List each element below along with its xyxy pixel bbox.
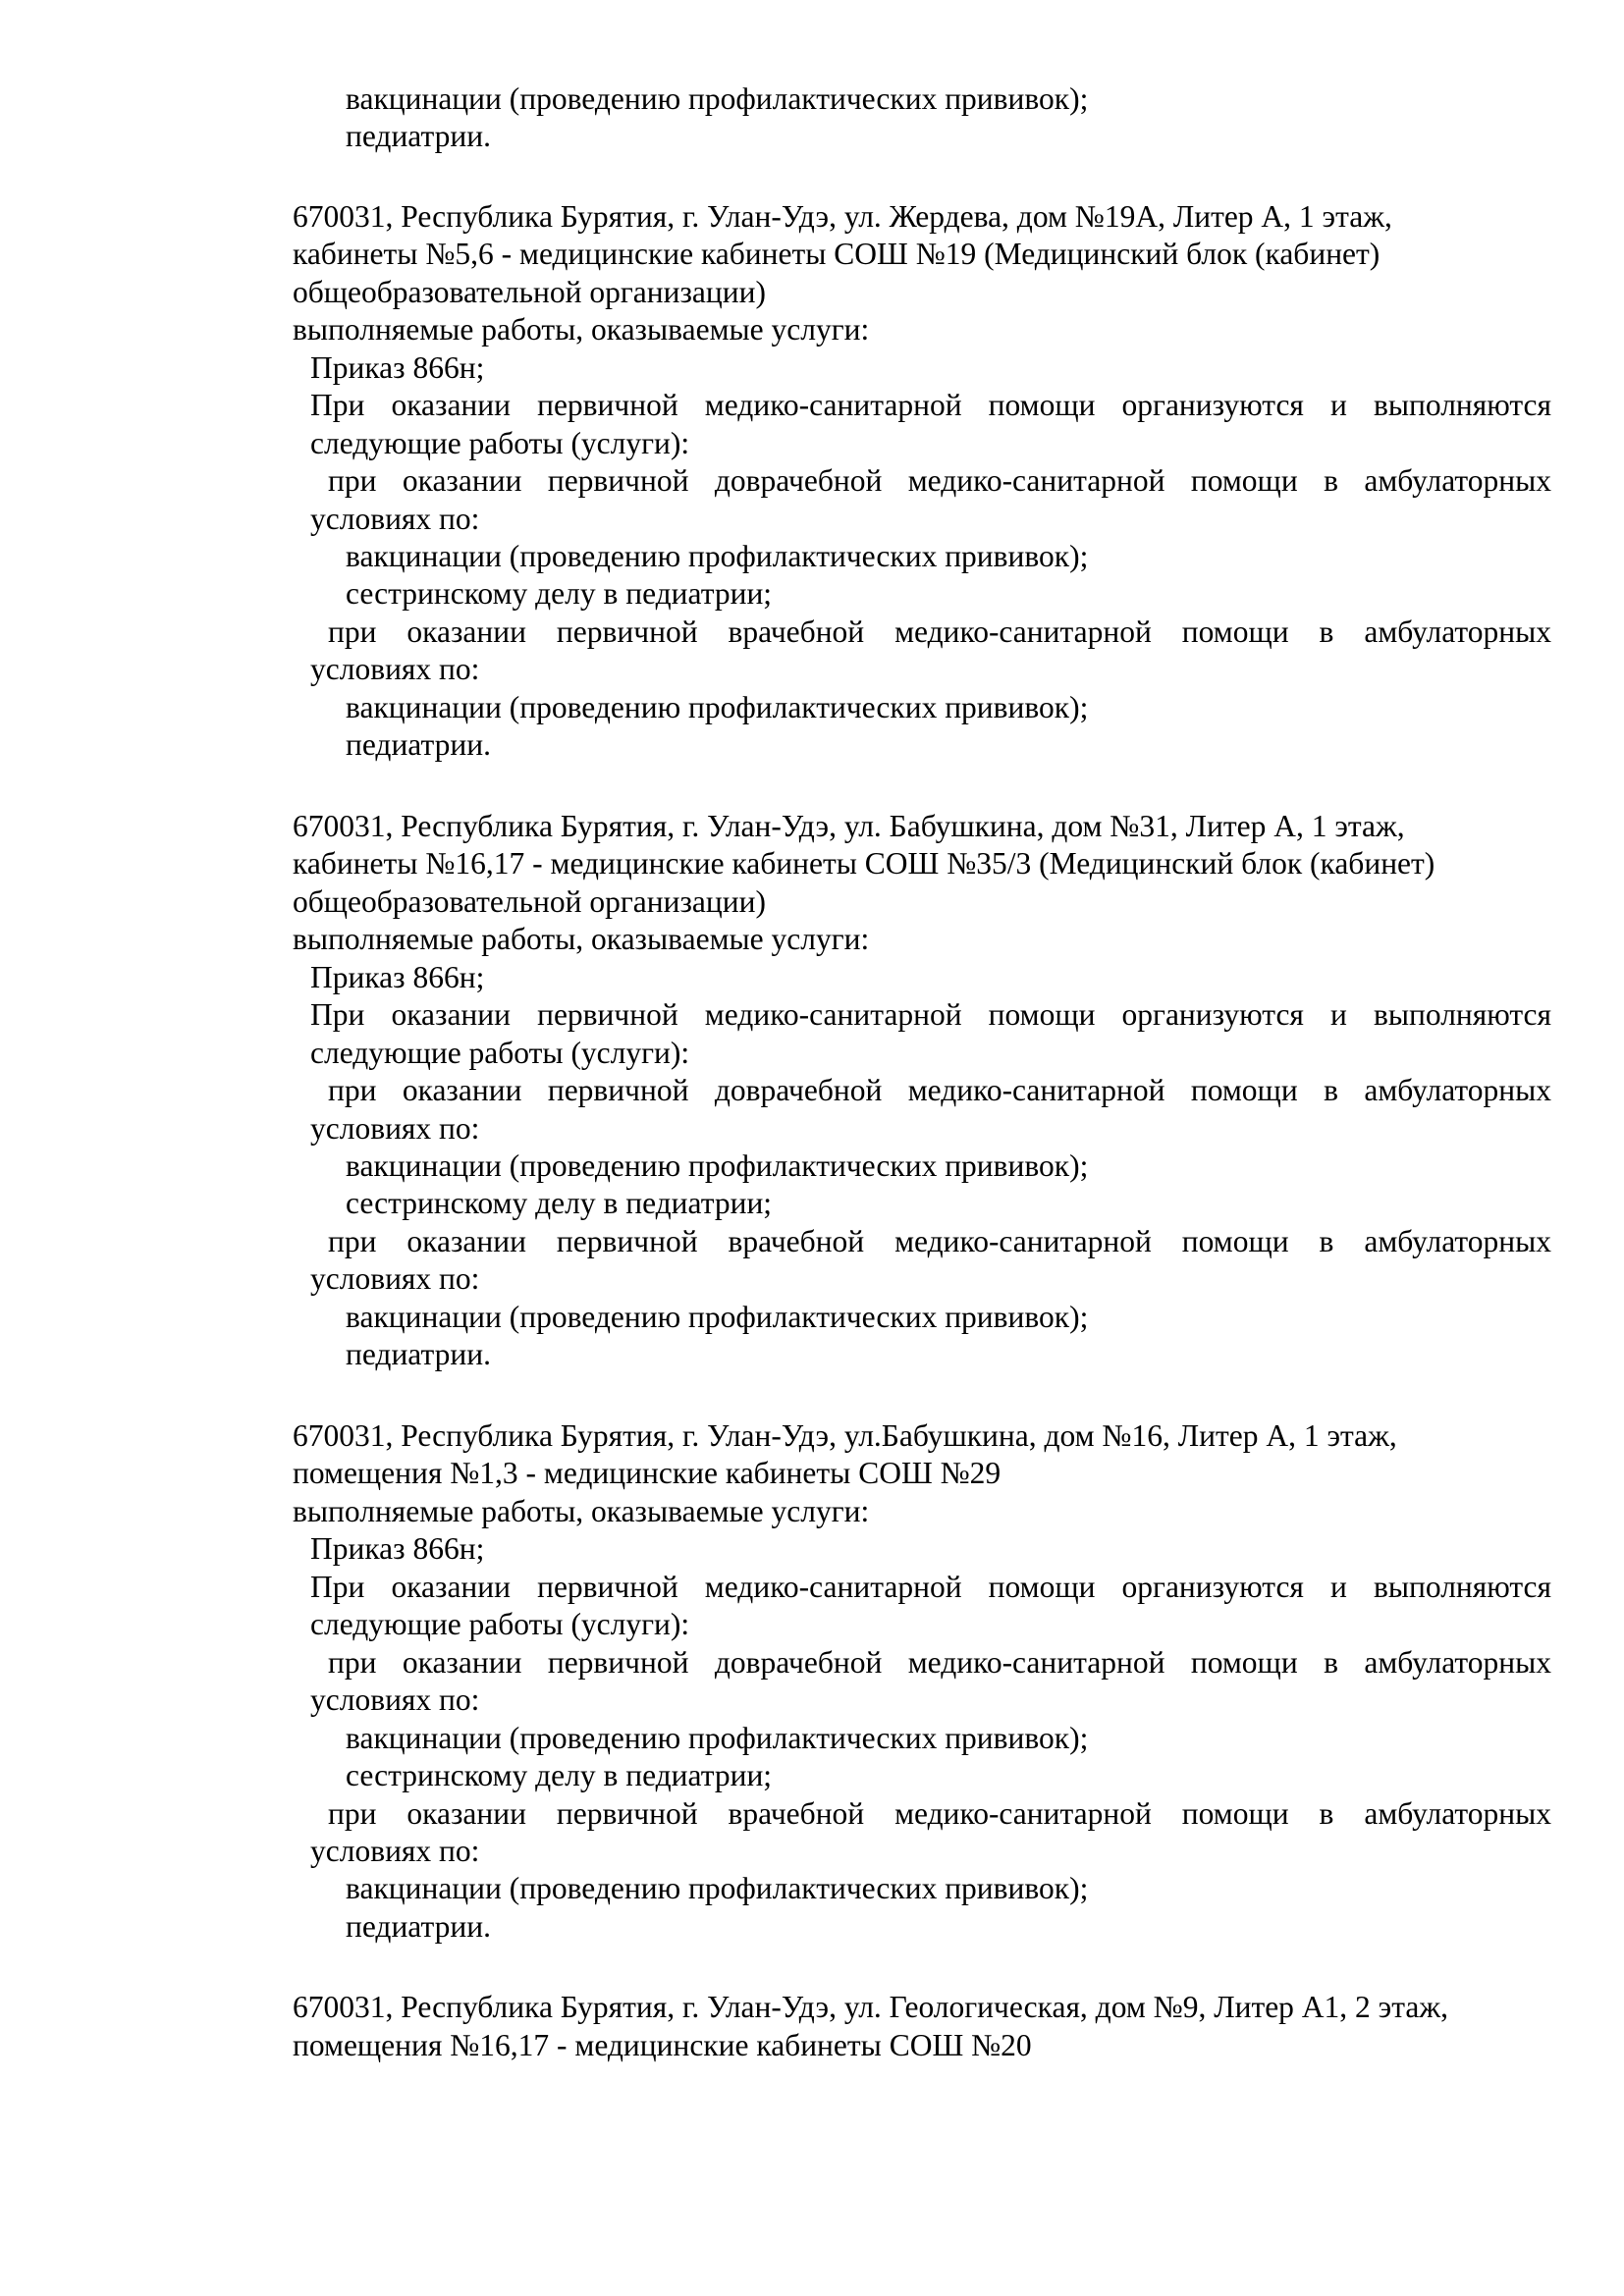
conditions-by: условиях по: [310, 652, 480, 686]
primary-intro-cont: следующие работы (услуги): [310, 1607, 690, 1641]
nursing-item: сестринскому делу в педиатрии; [346, 1186, 773, 1220]
vaccination-item: вакцинации (проведению профилактических прививок); [346, 1148, 1089, 1183]
address-line: общеобразовательной организации) [293, 884, 766, 919]
address-line: помещения №1,3 - медицинские кабинеты СОШ №29 [293, 1456, 1001, 1490]
works-heading: выполняемые работы, оказываемые услуги: [293, 312, 870, 347]
address-line: кабинеты №16,17 - медицинские кабинеты СОШ №35/3 (Медицинский блок (кабинет) [293, 846, 1435, 881]
primary-intro: При оказании первичной медико-санитарной помощи организуются и выполняются [310, 388, 1551, 422]
primary-intro-cont: следующие работы (услуги): [310, 1036, 690, 1070]
address-line: 670031, Республика Бурятия, г. Улан-Удэ, ул. Жердева, дом №19А, Литер А, 1 этаж, [293, 199, 1392, 234]
vaccination-item: вакцинации (проведению профилактических прививок); [346, 1871, 1089, 1905]
doctor-care-intro: при оказании первичной врачебной медико-санитарной помощи в амбулаторных [328, 614, 1551, 649]
prehospital-care-intro: при оказании первичной доврачебной медико-санитарной помощи в амбулаторных [328, 463, 1551, 498]
vaccination-item: вакцинации (проведению профилактических прививок); [346, 539, 1089, 573]
prehospital-care-intro: при оказании первичной доврачебной медико-санитарной помощи в амбулаторных [328, 1073, 1551, 1107]
prehospital-care-intro: при оказании первичной доврачебной медико-санитарной помощи в амбулаторных [328, 1645, 1551, 1680]
address-line: 670031, Республика Бурятия, г. Улан-Удэ, ул. Бабушкина, дом №31, Литер А, 1 этаж, [293, 809, 1405, 843]
conditions-by: условиях по: [310, 1834, 480, 1868]
pediatrics-item: педиатрии. [346, 1337, 491, 1371]
order-reference: Приказ 866н; [310, 960, 485, 994]
works-heading: выполняемые работы, оказываемые услуги: [293, 922, 870, 956]
conditions-by: условиях по: [310, 1111, 480, 1146]
nursing-item: сестринскому делу в педиатрии; [346, 576, 773, 611]
works-heading: выполняемые работы, оказываемые услуги: [293, 1494, 870, 1528]
order-reference: Приказ 866н; [310, 350, 485, 385]
address-line: 670031, Республика Бурятия, г. Улан-Удэ, ул.Бабушкина, дом №16, Литер А, 1 этаж, [293, 1418, 1397, 1453]
order-reference: Приказ 866н; [310, 1531, 485, 1566]
vaccination-item: вакцинации (проведению профилактических прививок); [346, 1721, 1089, 1755]
address-line: общеобразовательной организации) [293, 275, 766, 309]
vaccination-item: вакцинации (проведению профилактических прививок); [346, 1300, 1089, 1334]
nursing-item: сестринскому делу в педиатрии; [346, 1758, 773, 1792]
address-line: помещения №16,17 - медицинские кабинеты СОШ №20 [293, 2028, 1032, 2062]
doctor-care-intro: при оказании первичной врачебной медико-санитарной помощи в амбулаторных [328, 1796, 1551, 1831]
primary-intro: При оказании первичной медико-санитарной помощи организуются и выполняются [310, 1570, 1551, 1604]
address-line: кабинеты №5,6 - медицинские кабинеты СОШ №19 (Медицинский блок (кабинет) [293, 237, 1380, 271]
top-pediatrics-item: педиатрии. [346, 119, 491, 153]
pediatrics-item: педиатрии. [346, 1909, 491, 1944]
conditions-by: условиях по: [310, 502, 480, 536]
pediatrics-item: педиатрии. [346, 727, 491, 762]
primary-intro-cont: следующие работы (услуги): [310, 426, 690, 460]
top-vaccination-item: вакцинации (проведению профилактических прививок); [346, 81, 1089, 116]
conditions-by: условиях по: [310, 1682, 480, 1717]
address-line: 670031, Республика Бурятия, г. Улан-Удэ, ул. Геологическая, дом №9, Литер А1, 2 этаж, [293, 1990, 1448, 2024]
primary-intro: При оказании первичной медико-санитарной помощи организуются и выполняются [310, 997, 1551, 1032]
doctor-care-intro: при оказании первичной врачебной медико-санитарной помощи в амбулаторных [328, 1224, 1551, 1258]
conditions-by: условиях по: [310, 1261, 480, 1296]
vaccination-item: вакцинации (проведению профилактических прививок); [346, 690, 1089, 724]
